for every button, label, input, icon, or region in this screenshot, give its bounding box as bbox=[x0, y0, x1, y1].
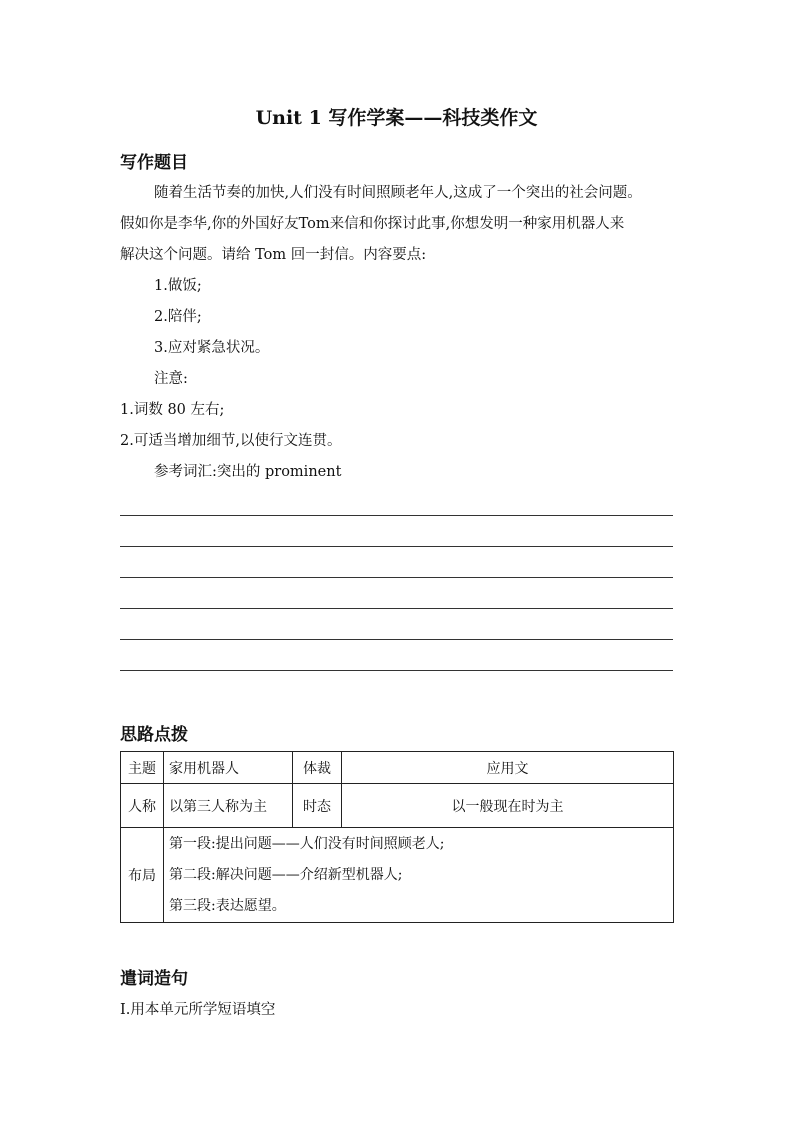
prompt-line: 假如你是李华,你的外国好友Tom来信和你探讨此事,你想发明一种家用机器人来 bbox=[120, 216, 625, 232]
layout-item: 第三段:表达愿望。 bbox=[169, 897, 286, 914]
page-title: Unit 1 写作学案——科技类作文 bbox=[255, 107, 538, 129]
layout-cell bbox=[164, 828, 674, 923]
answer-line[interactable] bbox=[120, 670, 673, 671]
layout-item: 第一段:提出问题——人们没有时间照顾老人; bbox=[169, 835, 445, 852]
note-item: 1.词数 80 左右; bbox=[120, 402, 225, 418]
subsection-instruction: Ⅰ.用本单元所学短语填空 bbox=[120, 1002, 276, 1018]
vocab-hint: 参考词汇:突出的 prominent bbox=[154, 464, 342, 480]
content-point: 3.应对紧急状况。 bbox=[154, 340, 270, 356]
prompt-line: 解决这个问题。请给 Tom 回一封信。内容要点: bbox=[120, 247, 427, 263]
prompt-line: 随着生活节奏的加快,人们没有时间照顾老年人,这成了一个突出的社会问题。 bbox=[154, 185, 642, 201]
table-cell: 主题 bbox=[121, 752, 164, 784]
table-row bbox=[121, 752, 674, 784]
table-cell: 时态 bbox=[293, 784, 342, 828]
table-row bbox=[121, 784, 674, 828]
table-cell: 家用机器人 bbox=[164, 752, 293, 784]
approach-table bbox=[120, 751, 674, 923]
answer-line[interactable] bbox=[120, 515, 673, 516]
table-cell: 以第三人称为主 bbox=[164, 784, 293, 828]
answer-line[interactable] bbox=[120, 639, 673, 640]
answer-line[interactable] bbox=[120, 546, 673, 547]
writing-prompt bbox=[120, 178, 680, 488]
content-point: 2.陪伴; bbox=[154, 309, 202, 325]
content-point: 1.做饭; bbox=[154, 278, 202, 294]
section-heading-writing-task: 写作题目 bbox=[120, 153, 188, 173]
section-heading-approach: 思路点拨 bbox=[120, 725, 188, 745]
answer-line[interactable] bbox=[120, 608, 673, 609]
table-cell: 布局 bbox=[121, 828, 164, 923]
table-cell: 体裁 bbox=[293, 752, 342, 784]
table-row bbox=[121, 828, 674, 923]
table-cell: 以一般现在时为主 bbox=[342, 784, 674, 828]
section-heading-wording: 遣词造句 bbox=[120, 969, 188, 989]
layout-item: 第二段:解决问题——介绍新型机器人; bbox=[169, 866, 403, 883]
note-label: 注意: bbox=[154, 371, 188, 387]
table-cell: 人称 bbox=[121, 784, 164, 828]
note-item: 2.可适当增加细节,以使行文连贯。 bbox=[120, 433, 342, 449]
answer-line[interactable] bbox=[120, 577, 673, 578]
table-cell: 应用文 bbox=[342, 752, 674, 784]
